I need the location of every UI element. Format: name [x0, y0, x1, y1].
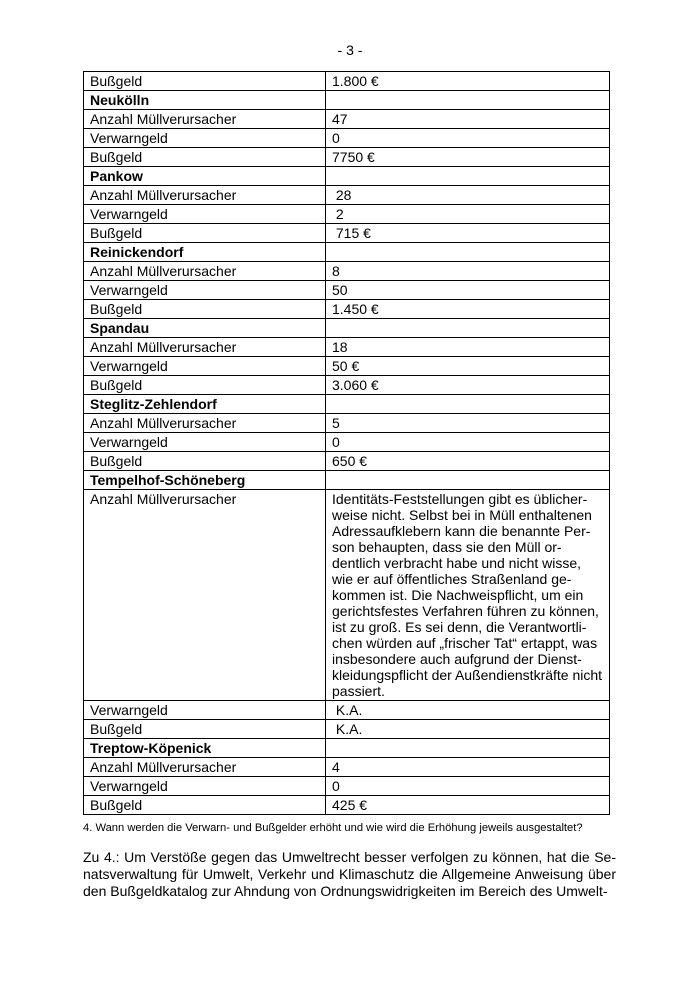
row-label: Verwarngeld	[84, 129, 326, 148]
row-label: Bußgeld	[84, 796, 326, 815]
district-header-row	[84, 395, 610, 414]
district-header-row	[84, 167, 610, 186]
table-row	[84, 148, 610, 167]
row-value: 50	[326, 281, 610, 300]
table-row	[84, 796, 610, 815]
row-label: Bußgeld	[84, 148, 326, 167]
row-value: K.A.	[326, 701, 610, 720]
row-value: 1.450 €	[326, 300, 610, 319]
question-text: 4. Wann werden die Verwarn- und Bußgelder erhöht und wie wird die Erhöhung jeweils ausgestaltet?	[83, 822, 583, 834]
district-name: Neukölln	[84, 91, 326, 110]
district-empty-cell	[326, 471, 610, 490]
row-label: Bußgeld	[84, 224, 326, 243]
row-label: Anzahl Müllverursacher	[84, 758, 326, 777]
row-value: K.A.	[326, 720, 610, 739]
row-label: Verwarngeld	[84, 701, 326, 720]
district-empty-cell	[326, 91, 610, 110]
table-row	[84, 129, 610, 148]
row-value: 4	[326, 758, 610, 777]
district-name: Steglitz-Zehlendorf	[84, 395, 326, 414]
row-value: 28	[326, 186, 610, 205]
row-label: Anzahl Müllverursacher	[84, 338, 326, 357]
table-row	[84, 758, 610, 777]
row-value: 7750 €	[326, 148, 610, 167]
row-value: 0	[326, 129, 610, 148]
row-value: 0	[326, 433, 610, 452]
table-row	[84, 414, 610, 433]
row-value: 5	[326, 414, 610, 433]
row-label: Anzahl Müllverursacher	[84, 186, 326, 205]
district-header-row	[84, 243, 610, 262]
row-value: 47	[326, 110, 610, 129]
district-empty-cell	[326, 319, 610, 338]
table-row	[84, 777, 610, 796]
table-row	[84, 376, 610, 395]
row-value: 425 €	[326, 796, 610, 815]
row-label: Verwarngeld	[84, 357, 326, 376]
district-header-row	[84, 91, 610, 110]
district-name: Spandau	[84, 319, 326, 338]
row-value: 3.060 €	[326, 376, 610, 395]
district-empty-cell	[326, 167, 610, 186]
statistics-table	[83, 71, 610, 815]
row-value: 715 €	[326, 224, 610, 243]
table-row	[84, 205, 610, 224]
table-row	[84, 224, 610, 243]
row-label: Bußgeld	[84, 72, 326, 91]
table-row	[84, 262, 610, 281]
row-label: Bußgeld	[84, 300, 326, 319]
row-label: Verwarngeld	[84, 205, 326, 224]
district-name: Pankow	[84, 167, 326, 186]
row-value: 8	[326, 262, 610, 281]
district-name: Reinickendorf	[84, 243, 326, 262]
row-label: Anzahl Müllverursacher	[84, 490, 326, 701]
row-label: Anzahl Müllverursacher	[84, 262, 326, 281]
row-label: Verwarngeld	[84, 777, 326, 796]
row-value: Identitäts-Feststellungen gibt es üblicher-weise nicht. Selbst bei in Müll enthaltenen Adressaufklebern kann die benannte Per-son behaupten, dass sie den Müll or-dentlich verbracht habe und nicht wisse, wie er auf öffentliches Straßenland ge-kommen ist. Die Nachweispflicht, um ein gerichtsfestes Verfahren führen zu können, ist zu groß. Es sei denn, die Verantwortli-chen würden auf „frischer Tat“ ertappt, was insbesondere auch aufgrund der Dienst-kleidungspflicht der Außendienstkräfte nicht passiert.	[326, 490, 610, 701]
row-value: 1.800 €	[326, 72, 610, 91]
table-row	[84, 72, 610, 91]
table-row	[84, 433, 610, 452]
district-header-row	[84, 319, 610, 338]
row-label: Anzahl Müllverursacher	[84, 414, 326, 433]
row-value: 18	[326, 338, 610, 357]
district-name: Tempelhof-Schöneberg	[84, 471, 326, 490]
row-label: Bußgeld	[84, 376, 326, 395]
table-row	[84, 338, 610, 357]
table-row	[84, 110, 610, 129]
answer-text: Zu 4.: Um Verstöße gegen das Umweltrecht besser verfolgen zu können, hat die Se-natsverwaltung für Umwelt, Verkehr und Klimaschutz die Allgemeine Anweisung über den Bußgeldkatalog zur Ahndung von Ordnungswidrigkeiten im Bereich des Umwelt-	[83, 849, 616, 899]
table-row	[84, 701, 610, 720]
row-value: 2	[326, 205, 610, 224]
row-value: 0	[326, 777, 610, 796]
page-number: - 3 -	[337, 42, 363, 58]
row-label: Bußgeld	[84, 452, 326, 471]
table-row	[84, 490, 610, 701]
table-row	[84, 186, 610, 205]
row-value: 50 €	[326, 357, 610, 376]
table-row	[84, 720, 610, 739]
table-row	[84, 300, 610, 319]
table-row	[84, 452, 610, 471]
row-value: 650 €	[326, 452, 610, 471]
district-empty-cell	[326, 243, 610, 262]
district-header-row	[84, 471, 610, 490]
district-empty-cell	[326, 739, 610, 758]
row-label: Verwarngeld	[84, 433, 326, 452]
row-label: Bußgeld	[84, 720, 326, 739]
district-header-row	[84, 739, 610, 758]
row-label: Anzahl Müllverursacher	[84, 110, 326, 129]
district-empty-cell	[326, 395, 610, 414]
table-row	[84, 357, 610, 376]
row-label: Verwarngeld	[84, 281, 326, 300]
table-row	[84, 281, 610, 300]
district-name: Treptow-Köpenick	[84, 739, 326, 758]
